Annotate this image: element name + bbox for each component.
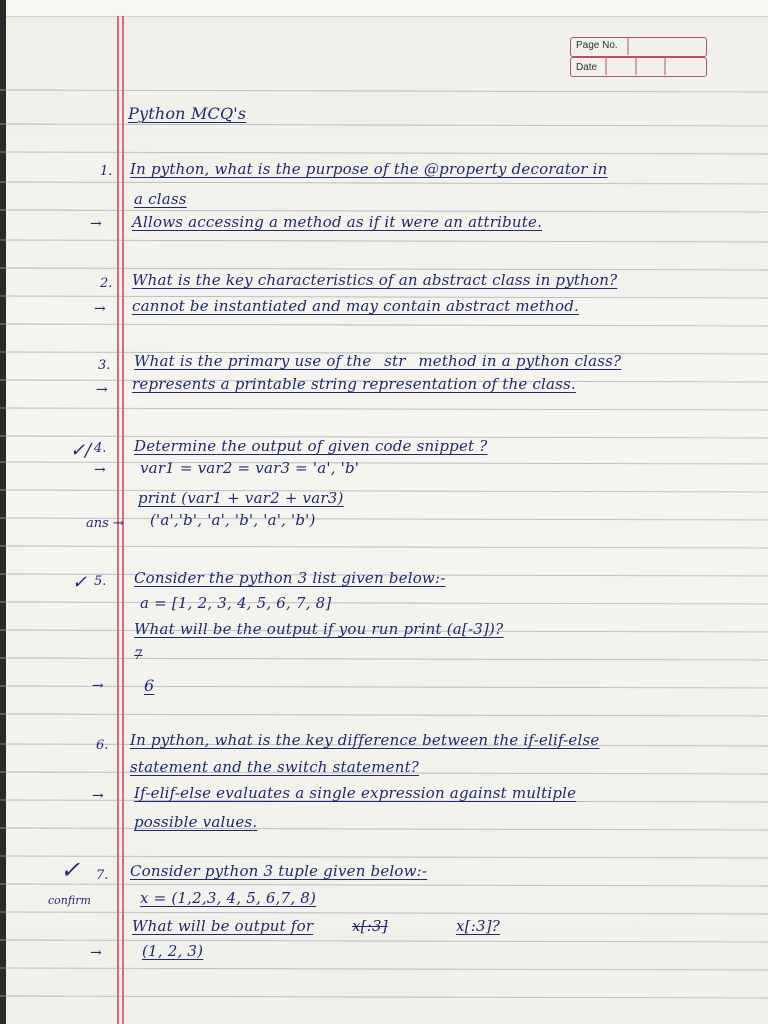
q7-question-line2-end: x[:3]? [456,917,501,935]
q7-answer: (1, 2, 3) [142,942,204,960]
q1-arrow: → [90,216,102,232]
q1-question-line2: a class [134,190,187,208]
q2-answer: cannot be instantiated and may contain abstract method. [132,297,580,315]
q4-answer-label: ans → [86,516,124,531]
q7-question-line2: What will be output for [132,917,314,935]
q5-arrow: → [92,678,104,694]
q7-crossed-out: x[:3] [352,917,388,935]
q3-arrow: → [96,382,108,398]
q4-answer: ('a','b', 'a', 'b', 'a', 'b') [150,511,316,529]
date-label: Date [576,62,598,73]
q5-question-line1: Consider the python 3 list given below:- [134,569,446,587]
q3-number: 3. [98,358,111,373]
q7-question-line1: Consider python 3 tuple given below:- [130,862,428,880]
q5-question-line2: What will be the output if you run print (a[-3])? [134,620,504,638]
q4-tick: ✓/ [70,440,92,461]
q4-code-line1: var1 = var2 = var3 = 'a', 'b' [140,459,360,477]
q6-question-line2: statement and the switch statement? [130,758,420,776]
q7-arrow: → [90,945,102,961]
q4-number: 4. [94,441,107,456]
q2-question-line1: What is the key characteristics of an abstract class in python? [132,271,618,289]
q6-number: 6. [96,738,109,753]
q5-scratch: 7 [134,648,143,663]
q1-number: 1. [100,164,113,179]
q6-answer-line1: If-elif-else evaluates a single expression against multiple [134,784,577,802]
q2-number: 2. [100,276,113,291]
q4-arrow: → [94,462,106,478]
q5-number: 5. [94,574,107,589]
q7-tick: ✓ [60,856,81,884]
q5-code-line: a = [1, 2, 3, 4, 5, 6, 7, 8] [140,594,332,612]
q1-question-line1: In python, what is the purpose of the @property decorator in [130,160,608,178]
q2-arrow: → [94,301,106,317]
q5-tick: ✓ [72,572,88,593]
q6-arrow: → [92,788,104,804]
q7-confirm-note: confirm [48,894,91,907]
q1-answer: Allows accessing a method as if it were an attribute. [132,213,543,231]
q7-code-line: x = (1,2,3, 4, 5, 6,7, 8) [140,889,317,907]
q3-answer: represents a printable string representation of the class. [132,375,576,393]
q6-answer-line2: possible values. [134,813,258,831]
q3-question-line1: What is the primary use of the _str_ method in a python class? [134,352,622,370]
page-no-label: Page No. [576,40,618,51]
q7-number: 7. [96,868,109,883]
q5-answer: 6 [144,676,155,695]
q4-code-line2: print (var1 + var2 + var3) [138,489,344,507]
q4-question-line1: Determine the output of given code snippet ? [134,437,488,455]
page-title: Python MCQ's [128,104,247,123]
q6-question-line1: In python, what is the key difference between the if-elif-else [130,731,600,749]
